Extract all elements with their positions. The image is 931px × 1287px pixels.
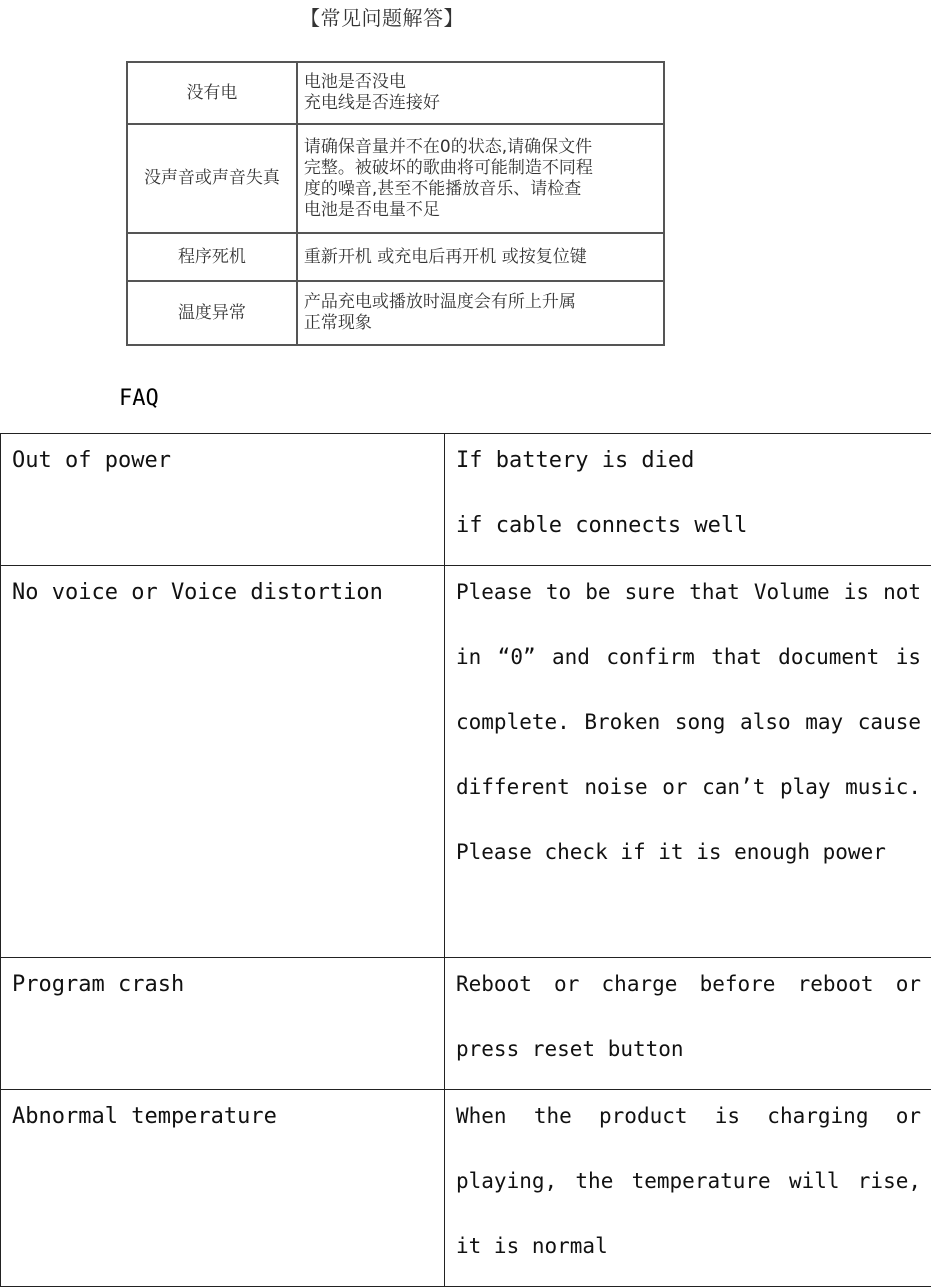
faq-answer <box>445 434 931 566</box>
table-row <box>127 124 664 233</box>
faq-answer-line: 完整。被破坏的歌曲将可能制造不同程 <box>304 158 657 179</box>
faq-answer <box>297 124 664 233</box>
faq-question <box>1 566 445 958</box>
faq-question: 没有电 <box>127 62 297 124</box>
faq-answer-line: 电池是否没电 <box>304 72 657 93</box>
faq-question <box>1 434 445 566</box>
table-row <box>127 233 664 281</box>
faq-answer-text: Please to be sure that Volume is not in “0” and confirm that document is complete. Broken song also may cause different noise or can’t play music. Please check if it is enough power <box>456 560 921 885</box>
table-row <box>127 62 664 124</box>
faq-question-text: Program crash <box>12 952 433 1017</box>
faq-answer-text <box>456 428 921 558</box>
faq-question <box>1 1090 445 1287</box>
faq-answer <box>297 281 664 345</box>
faq-question: 温度异常 <box>127 281 297 345</box>
table-row <box>1 1090 931 1287</box>
table-row <box>127 281 664 345</box>
faq-answer-line: 电池是否电量不足 <box>304 200 657 221</box>
faq-answer-line: 产品充电或播放时温度会有所上升属 <box>304 292 657 313</box>
faq-answer <box>445 958 931 1090</box>
faq-answer-line: 度的噪音,甚至不能播放音乐、请检查 <box>304 179 657 200</box>
faq-answer <box>445 566 931 958</box>
english-faq-table <box>0 433 931 1287</box>
table-row <box>1 434 931 566</box>
faq-answer <box>297 233 664 281</box>
table-row <box>1 958 931 1090</box>
chinese-faq-table <box>126 61 665 346</box>
faq-answer <box>297 62 664 124</box>
faq-question-text: Out of power <box>12 428 433 493</box>
faq-question-text: No voice or Voice distortion <box>12 560 433 625</box>
faq-question <box>1 958 445 1090</box>
faq-question: 程序死机 <box>127 233 297 281</box>
faq-answer-line: if cable connects well <box>456 493 921 558</box>
faq-answer-line: 重新开机 或充电后再开机 或按复位键 <box>304 247 657 268</box>
faq-answer-line: 请确保音量并不在0的状态,请确保文件 <box>304 137 657 158</box>
faq-answer-line: 充电线是否连接好 <box>304 93 657 114</box>
faq-answer-text: When the product is charging or playing, the temperature will rise, it is normal <box>456 1084 921 1279</box>
faq-answer-line: If battery is died <box>456 428 921 493</box>
faq-answer <box>445 1090 931 1287</box>
faq-heading: FAQ <box>119 386 159 411</box>
faq-answer-text: Reboot or charge before reboot or press reset button <box>456 952 921 1082</box>
faq-question: 没声音或声音失真 <box>127 124 297 233</box>
faq-question-text: Abnormal temperature <box>12 1084 433 1149</box>
faq-answer-line: 正常现象 <box>304 313 657 334</box>
chinese-faq-title: 【常见问题解答】 <box>300 2 464 31</box>
table-row <box>1 566 931 958</box>
